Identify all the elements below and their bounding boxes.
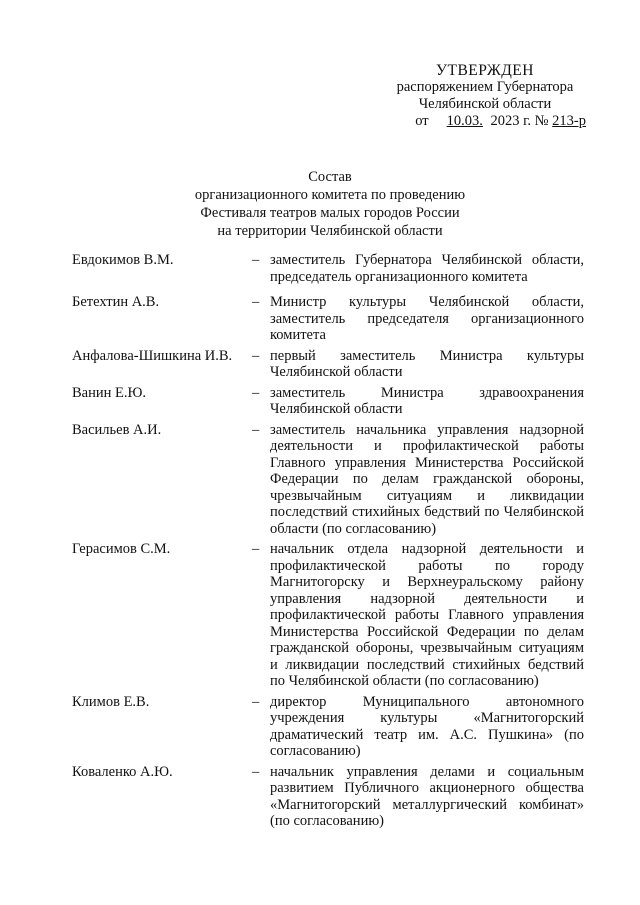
members-list	[72, 252, 584, 834]
member-row	[72, 422, 584, 538]
member-dash: –	[252, 541, 260, 557]
title-line-3: Фестиваля театров малых городов России	[200, 205, 460, 221]
member-role: начальник управления делами и социальным развитием Публичного акционерного общества «Магнитогорский металлургический комбинат» (по согласованию)	[270, 763, 584, 829]
approval-line-1: распоряжением Губернатора	[396, 79, 574, 95]
approval-stamp	[384, 62, 586, 130]
member-role: Министр культуры Челябинской области, заместитель председателя организационного комитета	[270, 294, 584, 343]
member-role: заместитель Губернатора Челябинской области, председатель организационного комитета	[270, 252, 584, 285]
order-number: 213-р	[552, 113, 586, 129]
member-row	[72, 385, 584, 418]
approval-date-line	[384, 113, 586, 130]
member-dash: –	[252, 347, 260, 364]
member-role: первый заместитель Министра культуры Челябинской области	[270, 347, 584, 380]
member-name: Ванин Е.Ю.	[72, 384, 147, 401]
member-name: Васильев А.И.	[72, 421, 162, 438]
title-line-4: на территории Челябинской области	[217, 223, 443, 239]
member-row	[72, 541, 584, 690]
member-dash: –	[252, 294, 260, 310]
member-name: Анфалова-Шишкина И.В.	[72, 347, 233, 364]
date-prefix: от	[415, 113, 429, 129]
member-dash: –	[252, 693, 260, 710]
member-role: начальник отдела надзорной деятельности и профилактической работы по городу Магнитогорску и Верхнеуральскому району управления надзорной деятельности и профилактической работы Главного управления Министерства Российской Федерации по делам гражданской обороны, чрезвычайным ситуациям и ликвидации последствий стихийных бедствий по Челябинской области (по согласованию)	[270, 541, 584, 689]
member-name: Герасимов С.М.	[72, 541, 171, 557]
approval-heading: УТВЕРЖДЕН	[436, 62, 534, 79]
member-role: заместитель Министра здравоохранения Челябинской области	[270, 384, 584, 417]
member-dash: –	[252, 763, 260, 780]
date-value: 10.03.	[446, 113, 483, 129]
member-dash: –	[252, 252, 260, 268]
approval-line-2: Челябинской области	[418, 96, 552, 112]
title-line-2: организационного комитета по проведению	[194, 187, 466, 203]
member-name: Коваленко А.Ю.	[72, 763, 173, 780]
member-name: Климов Е.В.	[72, 693, 150, 710]
member-row	[72, 764, 584, 830]
member-name: Евдокимов В.М.	[72, 252, 174, 268]
member-name: Бетехтин А.В.	[72, 294, 160, 310]
member-dash: –	[252, 384, 260, 401]
member-dash: –	[252, 421, 260, 438]
member-row	[72, 694, 584, 760]
member-row	[72, 252, 584, 285]
document-title	[150, 168, 510, 240]
member-row	[72, 348, 584, 381]
member-row	[72, 294, 584, 344]
date-year: 2023 г. №	[490, 113, 549, 129]
title-line-1: Состав	[308, 169, 352, 185]
member-role: директор Муниципального автономного учреждения культуры «Магнитогорский драматический театр им. А.С. Пушкина» (по согласованию)	[270, 693, 584, 759]
member-role: заместитель начальника управления надзорной деятельности и профилактической работы Главного управления Министерства Российской Федерации по делам гражданской обороны, чрезвычайным ситуациям и ликвидации последствий стихийных бедствий по Челябинской области (по согласованию)	[270, 421, 584, 537]
